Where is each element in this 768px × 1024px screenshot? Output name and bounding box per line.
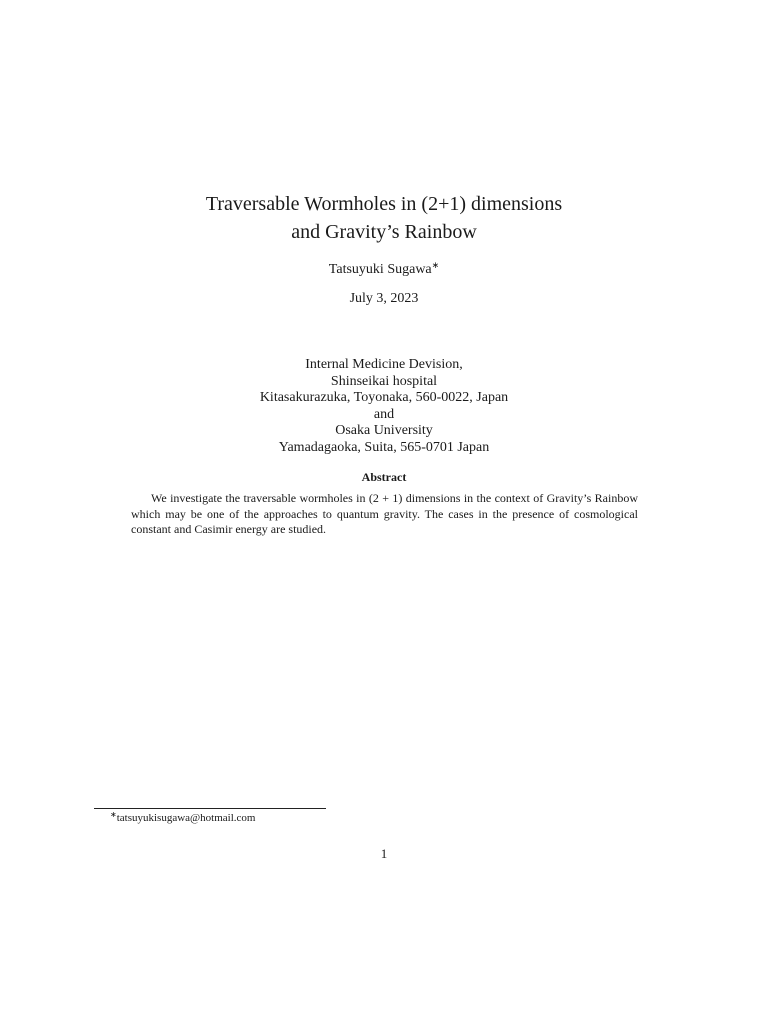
abstract-heading: Abstract — [361, 470, 407, 484]
affiliation-line: Osaka University — [335, 423, 433, 438]
author-name — [0, 260, 768, 278]
affiliation-block — [0, 357, 768, 456]
affiliation-line: Kitasakurazuka, Toyonaka, 560-0022, Japan — [259, 390, 509, 405]
paper-date: July 3, 2023 — [349, 291, 419, 306]
affiliation-line: Yamadagaoka, Suita, 565-0701 Japan — [278, 439, 490, 455]
paper-title — [0, 190, 768, 246]
affiliation-line: Internal Medicine Devision, — [305, 357, 463, 372]
footnote-mark: ∗ — [110, 810, 117, 819]
title-line-2: and Gravity’s Rainbow — [291, 221, 477, 243]
footnote-rule — [94, 808, 326, 809]
affiliation-line: Shinseikai hospital — [330, 373, 438, 389]
footnote — [110, 810, 255, 824]
title-line-1: Traversable Wormholes in (2+1) dimensions — [205, 193, 563, 215]
abstract-text: We investigate the traversable wormholes in (2 + 1) dimensions in the context of Gravity’s Rainbow which may be one of the approaches to quantum gravity. The cases in the presence of cosmological constant and Casimir energy are studied. — [131, 491, 638, 536]
author-name-text: Tatsuyuki Sugawa — [328, 262, 432, 277]
page-number: 1 — [380, 846, 388, 861]
footnote-email: tatsuyukisugawa@hotmail.com — [116, 812, 256, 824]
affiliation-line: and — [373, 406, 395, 422]
author-footnote-mark: ∗ — [431, 260, 440, 270]
